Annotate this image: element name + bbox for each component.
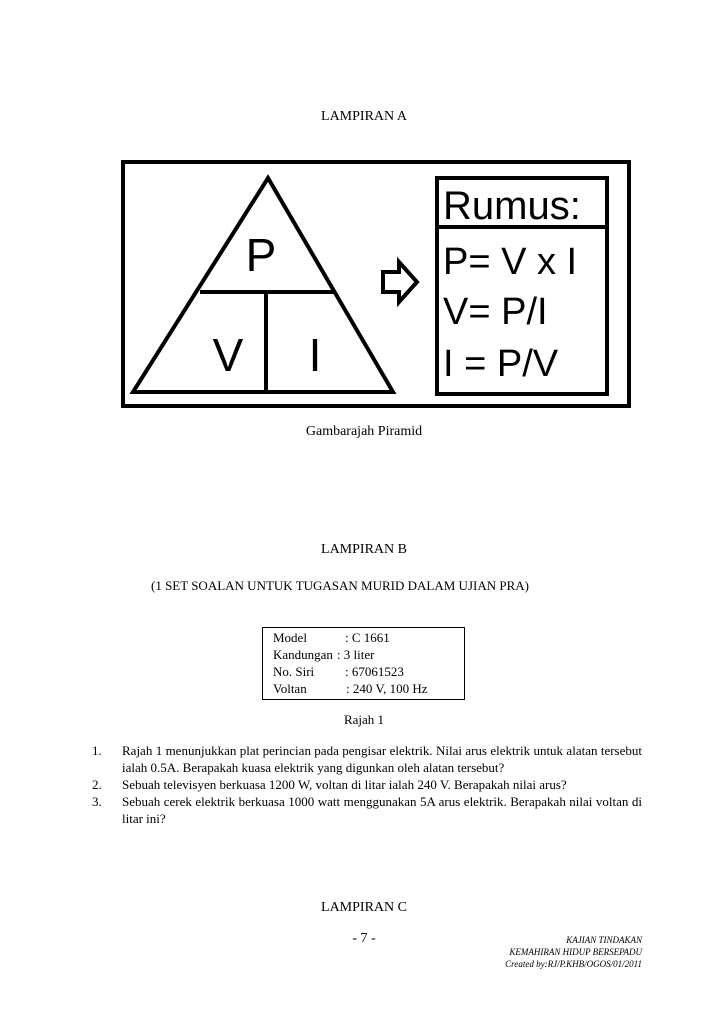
formula-power: P= V x I (443, 241, 578, 283)
question-list (92, 742, 642, 827)
lampiran-b-subtitle: (1 SET SOALAN UNTUK TUGASAN MURID DALAM UJIAN PRA) (151, 578, 529, 593)
footer-line-2: KEMAHIRAN HIDUP BERSEPADU (509, 947, 642, 957)
formula-current: I = P/V (443, 343, 559, 385)
pyramid-triangle (133, 178, 393, 392)
right-arrow-icon (383, 262, 417, 302)
lampiran-b-heading: LAMPIRAN B (321, 542, 407, 557)
specification-plate (262, 627, 465, 700)
plate-row-no-siri (273, 663, 464, 680)
footer-credits (420, 934, 642, 970)
question-text: Rajah 1 menunjukkan plat perincian pada pengisar elektrik. Nilai arus elektrik untuk alatan tersebut ialah 0.5A. Berapakah kuasa elektrik yang digunkan oleh alatan tersebut? (122, 743, 642, 775)
footer-line-3: Created by:RJ/P.KHB/OGOS/01/2011 (505, 959, 642, 969)
plate-row-model (273, 629, 464, 646)
lampiran-a-heading: LAMPIRAN A (321, 109, 407, 124)
plate-value: : C 1661 (345, 630, 390, 645)
question-item (92, 742, 642, 776)
question-number: 1. (92, 743, 102, 758)
question-number: 2. (92, 777, 102, 792)
question-text: Sebuah televisyen berkuasa 1200 W, voltan di litar ialah 240 V. Berapakah nilai arus? (122, 777, 567, 792)
pyramid-diagram (121, 160, 631, 408)
rumus-title: Rumus: (443, 184, 581, 228)
question-text: Sebuah cerek elektrik berkuasa 1000 watt menggunakan 5A arus elektrik. Berapakah nilai voltan di litar ini? (122, 794, 642, 826)
pyramid-label-p: P (245, 229, 277, 281)
plate-value: : 67061523 (345, 664, 404, 679)
pyramid-diagram-svg (125, 164, 627, 404)
plate-value: : 3 liter (336, 647, 375, 662)
plate-key: Kandungan (273, 647, 333, 662)
question-item (92, 793, 642, 827)
footer-line-1: KAJIAN TINDAKAN (566, 935, 642, 945)
plate-value: : 240 V, 100 Hz (346, 681, 428, 696)
plate-key: No. Siri (273, 664, 315, 679)
pyramid-label-i: I (308, 329, 322, 381)
lampiran-c-heading: LAMPIRAN C (321, 900, 407, 915)
formula-voltage: V= P/I (443, 291, 548, 333)
question-item (92, 776, 642, 793)
plate-key: Model (273, 630, 307, 645)
diagram-caption: Gambarajah Piramid (305, 424, 423, 439)
plate-row-kandungan (273, 646, 464, 663)
pyramid-label-v: V (212, 329, 244, 381)
plate-key: Voltan (273, 681, 307, 696)
question-number: 3. (92, 794, 102, 809)
plate-caption: Rajah 1 (343, 712, 385, 727)
page-number: - 7 - (352, 931, 376, 946)
plate-row-voltan (273, 680, 464, 697)
